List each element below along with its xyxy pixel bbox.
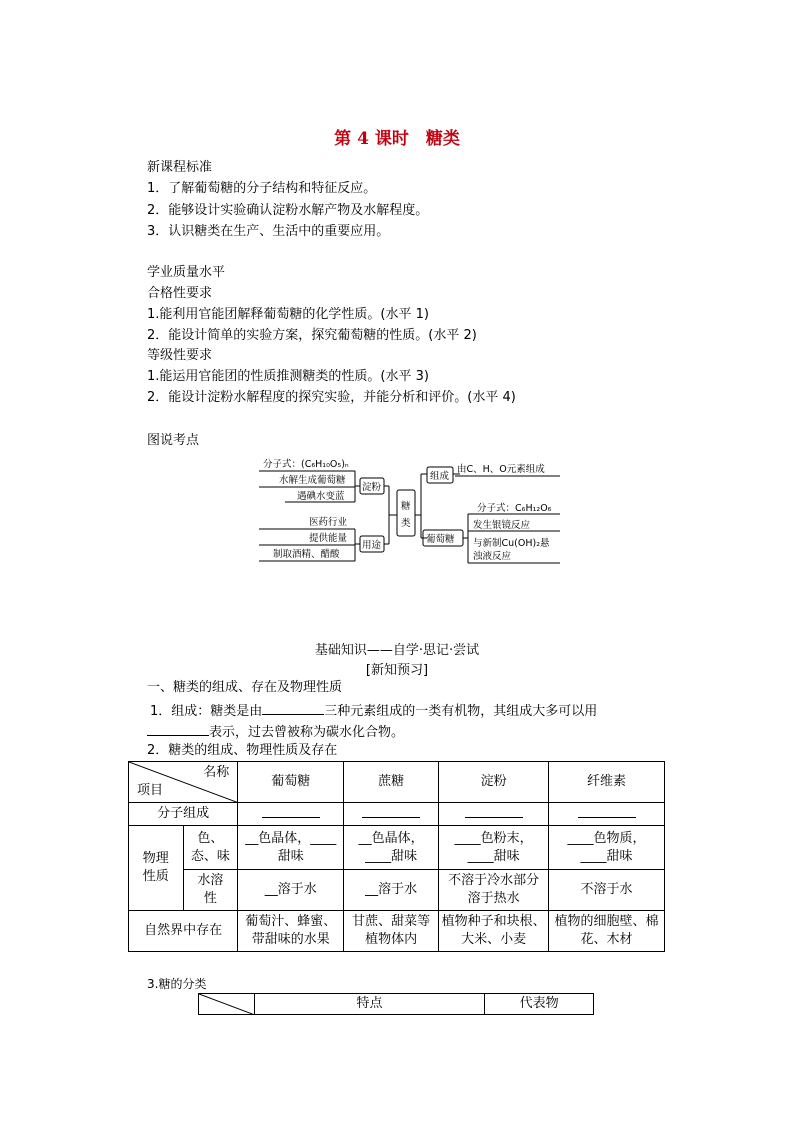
corner-cell — [199, 994, 255, 1015]
blank-cell — [549, 803, 665, 826]
concept-diagram — [255, 452, 565, 570]
table-cell — [238, 826, 344, 870]
table-row — [129, 870, 665, 911]
row-label — [129, 826, 184, 911]
cell-line: ____色粉末， — [454, 830, 533, 846]
table-col-header: 淀粉 — [439, 762, 549, 803]
diagram-heading: 图说考点 — [147, 433, 200, 448]
page-title: 第 4 课时 糖类 — [334, 129, 460, 149]
diagonal-line — [199, 994, 255, 1015]
corner-top: 名称 — [203, 765, 230, 780]
row-label: 自然界中存在 — [129, 911, 238, 952]
table-cell — [549, 826, 665, 870]
table-col-header: 葡萄糖 — [238, 762, 344, 803]
standards-item: 3．认识糖类在生产、生活中的重要应用。 — [147, 224, 390, 239]
basic-heading: 合格性要求 — [147, 286, 213, 301]
table-cell — [344, 826, 439, 870]
corner-bottom: 项目 — [137, 783, 164, 798]
table-header-row — [129, 762, 665, 803]
diagram-label: 浊液反应 — [473, 551, 512, 562]
row-label — [183, 826, 238, 870]
standards-heading: 新课程标准 — [147, 160, 213, 175]
diagram-label: 遇碘水变蓝 — [297, 491, 345, 502]
blank-field — [147, 723, 209, 736]
blank-cell — [344, 803, 439, 826]
blank-field — [262, 702, 324, 715]
glucose-node: 葡萄糖 — [426, 534, 455, 545]
table-header-row — [199, 994, 594, 1015]
table-cell: __溶于水 — [344, 870, 439, 911]
classification-heading: 3.糖的分类 — [147, 977, 207, 991]
standards-item: 1．了解葡萄糖的分子结构和特征反应。 — [147, 181, 377, 196]
basic-item: 1.能利用官能团解释葡萄糖的化学性质。(水平 1) — [147, 307, 429, 322]
table-cell: 不溶于水 — [549, 870, 665, 911]
diagram-label: 分子式：(C₆H₁₀O₅)ₙ — [263, 459, 349, 470]
row-label — [183, 870, 238, 911]
section-heading: 基础知识——自学·思记·尝试 — [314, 643, 480, 658]
cell-line: __色晶体， — [358, 830, 424, 846]
table-col-header: 蔗糖 — [344, 762, 439, 803]
classification-table — [198, 993, 594, 1015]
comp-text: 由C、H、O元素组成 — [457, 464, 545, 475]
table-cell — [238, 911, 344, 952]
advanced-heading: 等级性要求 — [147, 348, 213, 363]
center-node: 糖 — [401, 501, 411, 512]
table-cell — [439, 911, 549, 952]
cell-line: ____甜味 — [580, 848, 633, 864]
row-label: 分子组成 — [129, 803, 238, 826]
cell-line: ____色物质， — [567, 830, 646, 846]
standards-item: 2．能够设计实验确认淀粉水解产物及水解程度。 — [147, 203, 429, 218]
diagram-label: 分子式：C₆H₁₂O₆ — [477, 503, 552, 514]
table-row — [129, 803, 665, 826]
use-node: 用途 — [362, 540, 382, 551]
row-label-text: 水溶性 — [197, 873, 224, 906]
row-label-text: 物理性质 — [142, 851, 169, 884]
table-col-header: 纤维素 — [549, 762, 665, 803]
quality-heading: 学业质量水平 — [147, 265, 226, 280]
diagram-label: 医药行业 — [309, 517, 348, 528]
diagram-label: 提供能量 — [309, 533, 348, 544]
cell-text: 植物的细胞壁、棉花、木材 — [554, 914, 659, 947]
table-col-header: 代表物 — [485, 994, 594, 1015]
center-node: 类 — [401, 518, 411, 529]
table-caption: 2．糖类的组成、物理性质及存在 — [147, 743, 338, 758]
table-cell — [439, 870, 549, 911]
blank-cell — [439, 803, 549, 826]
comp-node: 组成 — [430, 471, 450, 482]
composition-text: 三种元素组成的一类有机物，其组成大多可以用 — [324, 704, 598, 719]
diagram-label: 水解生成葡萄糖 — [279, 475, 346, 486]
composition-line — [147, 721, 404, 740]
basic-item: 2．能设计简单的实验方案，探究葡萄糖的性质。(水平 2) — [147, 328, 477, 343]
table-cell: __溶于水 — [238, 870, 344, 911]
row-label-text: 色、态、味 — [190, 830, 230, 864]
sugar-table — [128, 761, 665, 952]
cell-line: 甜味 — [277, 848, 304, 864]
blank-cell — [238, 803, 344, 826]
cell-line: ____甜味 — [365, 848, 418, 864]
cell-text: 不溶于冷水部分溶于热水 — [448, 873, 540, 906]
cell-line: ____甜味 — [467, 848, 520, 864]
table-col-header: 特点 — [254, 994, 484, 1015]
table-row — [129, 911, 665, 952]
advanced-item: 1.能运用官能团的性质推测糖类的性质。(水平 3) — [147, 369, 429, 384]
diagram-label: 与新制Cu(OH)₂悬 — [473, 538, 550, 549]
cell-line: __色晶体，____ — [245, 830, 337, 846]
table-cell — [344, 911, 439, 952]
composition-text: 表示，过去曾被称为碳水化合物。 — [209, 725, 405, 740]
section-sub: [新知预习] — [365, 663, 429, 678]
composition-line — [150, 700, 597, 719]
corner-cell — [129, 762, 238, 803]
composition-text: 1．组成：糖类是由 — [150, 704, 263, 719]
diagram-label: 发生银镜反应 — [473, 520, 531, 531]
table-cell — [549, 911, 665, 952]
diagram-label: 制取酒精、醋酸 — [273, 549, 340, 560]
cell-text: 甘蔗、甜菜等植物体内 — [352, 914, 431, 947]
cell-text: 植物种子和块根、大米、小麦 — [441, 914, 546, 947]
starch-node: 淀粉 — [362, 482, 382, 493]
advanced-item: 2．能设计淀粉水解程度的探究实验，并能分析和评价。(水平 4) — [147, 390, 516, 405]
table-cell — [439, 826, 549, 870]
cell-text: 葡萄汁、蜂蜜、带甜味的水果 — [245, 914, 337, 947]
subsection-heading: 一、糖类的组成、存在及物理性质 — [147, 680, 343, 695]
table-row — [129, 826, 665, 870]
